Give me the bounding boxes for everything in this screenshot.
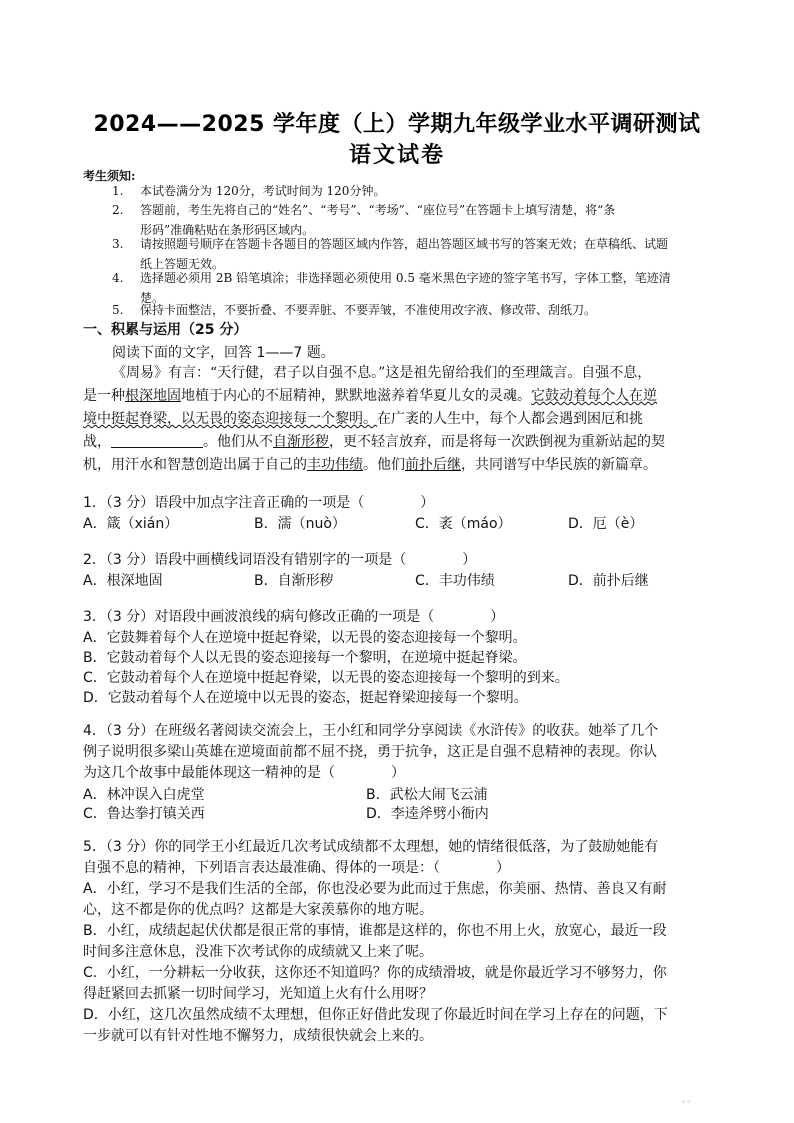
passage-text: 。他们从不: [203, 434, 273, 450]
notice-text: 楚。: [140, 291, 165, 305]
option-b[interactable]: B．自渐形秽: [254, 573, 334, 589]
option-line: A．小红，学习不是我们生活的全部，你也没必要为此而过于焦虑，你美丽、热情、善良又有耐: [83, 881, 667, 897]
option-b[interactable]: B．濡（nuò）: [254, 516, 346, 532]
passage-text: ，更不轻言放弃，而是将每一次跌倒视为重新站起的契: [329, 434, 665, 450]
option-d[interactable]: D．厄（è）: [568, 516, 644, 532]
stem-line: 自强不息的精神，下列语言表达最准确、得体的一项是：（ ）: [83, 860, 510, 876]
passage-text: 是一种: [83, 388, 125, 404]
option-d[interactable]: D．它鼓动着每个人在逆境中以无畏的姿态，挺起脊梁迎接每一个黎明。: [83, 690, 528, 706]
passage-line: [83, 454, 715, 474]
wavy-underlined-sentence: 它鼓动着每个人在逆: [531, 388, 657, 404]
notice-item: [112, 300, 712, 320]
notice-text: 保持卡面整洁，不要折叠、不要弄脏、不要弄皱，不准使用改字液、修改带、刮纸刀。: [140, 303, 597, 317]
question-5-stem: [83, 837, 717, 879]
option-d[interactable]: D．李逵斧劈小衙内: [366, 806, 489, 822]
option-line: C．小红，一分耕耘一分收获，这你还不知道吗？你的成绩滑坡，就是你最近学习不够努力，你: [83, 965, 667, 981]
notice-text: 纸上答题无效。: [140, 257, 225, 271]
stem-line: 例子说明很多梁山英雄在逆境面前都不屈不挠，勇于抗争，这正是自强不息精神的表现。你认: [83, 744, 657, 760]
passage-text: 《周易》有言：“天行健，君子以自强不息。”这是祖先留给我们的至理箴言。自强不息，: [112, 365, 652, 381]
reading-instruction: 阅读下面的文字，回答 1——7 题。: [112, 345, 335, 361]
exam-subtitle: 语文试卷: [348, 143, 445, 168]
notice-number: 2.: [112, 203, 124, 217]
option-c[interactable]: C．鲁达拳打镇关西: [83, 806, 205, 822]
passage-line: [83, 362, 715, 382]
option-line: 心，这不都是你的优点吗？这都是大家羡慕你的地方呢。: [83, 902, 433, 918]
passage-text: ，共同谱写中华民族的新篇章。: [461, 457, 657, 473]
option-a[interactable]: A．林冲误入白虎堂: [83, 787, 205, 803]
notice-number: 4.: [112, 271, 124, 285]
notice-text: 本试卷满分为 120分，考试时间为 120分钟。: [140, 184, 386, 198]
question-1-options: [83, 513, 723, 533]
passage-line: [83, 431, 715, 451]
exam-title: 2024——2025 学年度（上）学期九年级学业水平调研测试: [93, 112, 701, 137]
passage-text: 战，: [83, 434, 111, 450]
question-4-stem: [83, 721, 717, 784]
underlined-word: 自渐形秽: [273, 434, 329, 450]
option-d[interactable]: D．前扑后继: [568, 573, 649, 589]
passage-text: 机，用汗水和智慧创造出属于自己的: [83, 457, 307, 473]
option-a[interactable]: [83, 879, 717, 921]
notice-item: [112, 181, 712, 201]
passage-line: [83, 408, 715, 428]
option-a[interactable]: A．根深地固: [83, 573, 163, 589]
notice-text: 形码”准确粘贴在条形码区域内。: [140, 223, 315, 237]
section-heading: 一、积累与运用（25 分）: [83, 322, 248, 338]
wavy-underlined-sentence: 境中挺起脊梁，以无畏的姿态迎接每一个黎明。: [83, 411, 377, 427]
option-b[interactable]: B．它鼓动着每个人以无畏的姿态迎接每一个黎明，在逆境中挺起脊梁。: [83, 650, 527, 666]
question-4-options-row1: [83, 784, 723, 804]
underlined-word: 前扑后继: [405, 457, 461, 473]
passage-text: 。他们: [363, 457, 405, 473]
underlined-word: 丰功伟绩: [307, 457, 363, 473]
option-a[interactable]: A．箴（xián）: [83, 516, 179, 532]
option-b[interactable]: B．武松大闹飞云浦: [366, 787, 488, 803]
option-line: B．小红，成绩起起伏伏都是很正常的事情，谁都是这样的，你也不用上火，放宽心，最近一段: [83, 923, 667, 939]
underlined-word: 根深地固: [125, 388, 181, 404]
question-3-stem: 3．（3 分）对语段中画波浪线的病句修改正确的一项是（ ）: [83, 609, 505, 625]
stem-line: 为这几个故事中最能体现这一精神的是（ ）: [83, 765, 405, 781]
scan-mark: ◦◦: [681, 1098, 692, 1108]
stem-line: 4．（3 分）在班级名著阅读交流会上，王小红和同学分享阅读《水浒传》的收获。她举了几个: [83, 723, 659, 739]
question-1-stem: 1．（3 分）语段中加点字注音正确的一项是（ ）: [83, 495, 435, 511]
question-2-options: [83, 570, 723, 590]
passage-text: 地植于内心的不屈精神，默默地滋养着华夏儿女的灵魂。: [181, 388, 531, 404]
option-b[interactable]: [83, 921, 717, 963]
option-line: 得赶紧回去抓紧一切时间学习，光知道上火有什么用呀？: [83, 986, 433, 1002]
notice-heading: 考生须知:: [83, 169, 136, 183]
notice-text: 答题前，考生先将自己的“姓名”、“考号”、“考场”、“座位号”在答题卡上填写清楚，将“条: [140, 203, 616, 217]
notice-text: 选择题必须用 2B 铅笔填涂；非选择题必须使用 0.5 毫米黑色字迹的签字笔书写，字体工整，笔迹清: [140, 271, 671, 285]
notice-number: 3.: [112, 237, 124, 251]
notice-number: 1.: [112, 184, 124, 198]
option-c[interactable]: C．丰功伟绩: [415, 573, 495, 589]
option-a[interactable]: A．它鼓舞着每个人在逆境中挺起脊梁，以无畏的姿态迎接每一个黎明。: [83, 630, 527, 646]
option-line: 一步就可以有针对性地不懈努力，成绩很快就会上来的。: [83, 1028, 433, 1044]
option-c[interactable]: C．它鼓动着每个人在逆境中挺起脊梁，以无畏的姿态迎接每一个黎明的到来。: [83, 670, 569, 686]
passage-text: 在广袤的人生中，每个人都会遇到困厄和挑: [377, 411, 643, 427]
option-c[interactable]: C．袤（máo）: [415, 516, 512, 532]
option-line: 时间多注意休息，没准下次考试你的成绩就又上来了呢。: [83, 944, 433, 960]
stem-line: 5．（3 分）你的同学王小红最近几次考试成绩都不太理想，她的情绪很低落，为了鼓励她能有: [83, 839, 659, 855]
question-2-stem: 2．（3 分）语段中画横线词语没有错别字的一项是（ ）: [83, 552, 477, 568]
notice-text: 请按照题号顺序在答题卡各题目的答题区域内作答，超出答题区域书写的答案无效；在草稿纸、试题: [140, 237, 669, 251]
passage-line: [83, 385, 715, 405]
option-c[interactable]: [83, 963, 717, 1005]
notice-number: 5.: [112, 303, 124, 317]
question-4-options-row2: [83, 803, 723, 823]
fill-in-blank[interactable]: [111, 433, 203, 448]
option-d[interactable]: [83, 1005, 717, 1047]
option-line: D．小红，这几次虽然成绩不太理想，但你正好借此发现了你最近时间在学习上存在的问题，下: [83, 1007, 668, 1023]
